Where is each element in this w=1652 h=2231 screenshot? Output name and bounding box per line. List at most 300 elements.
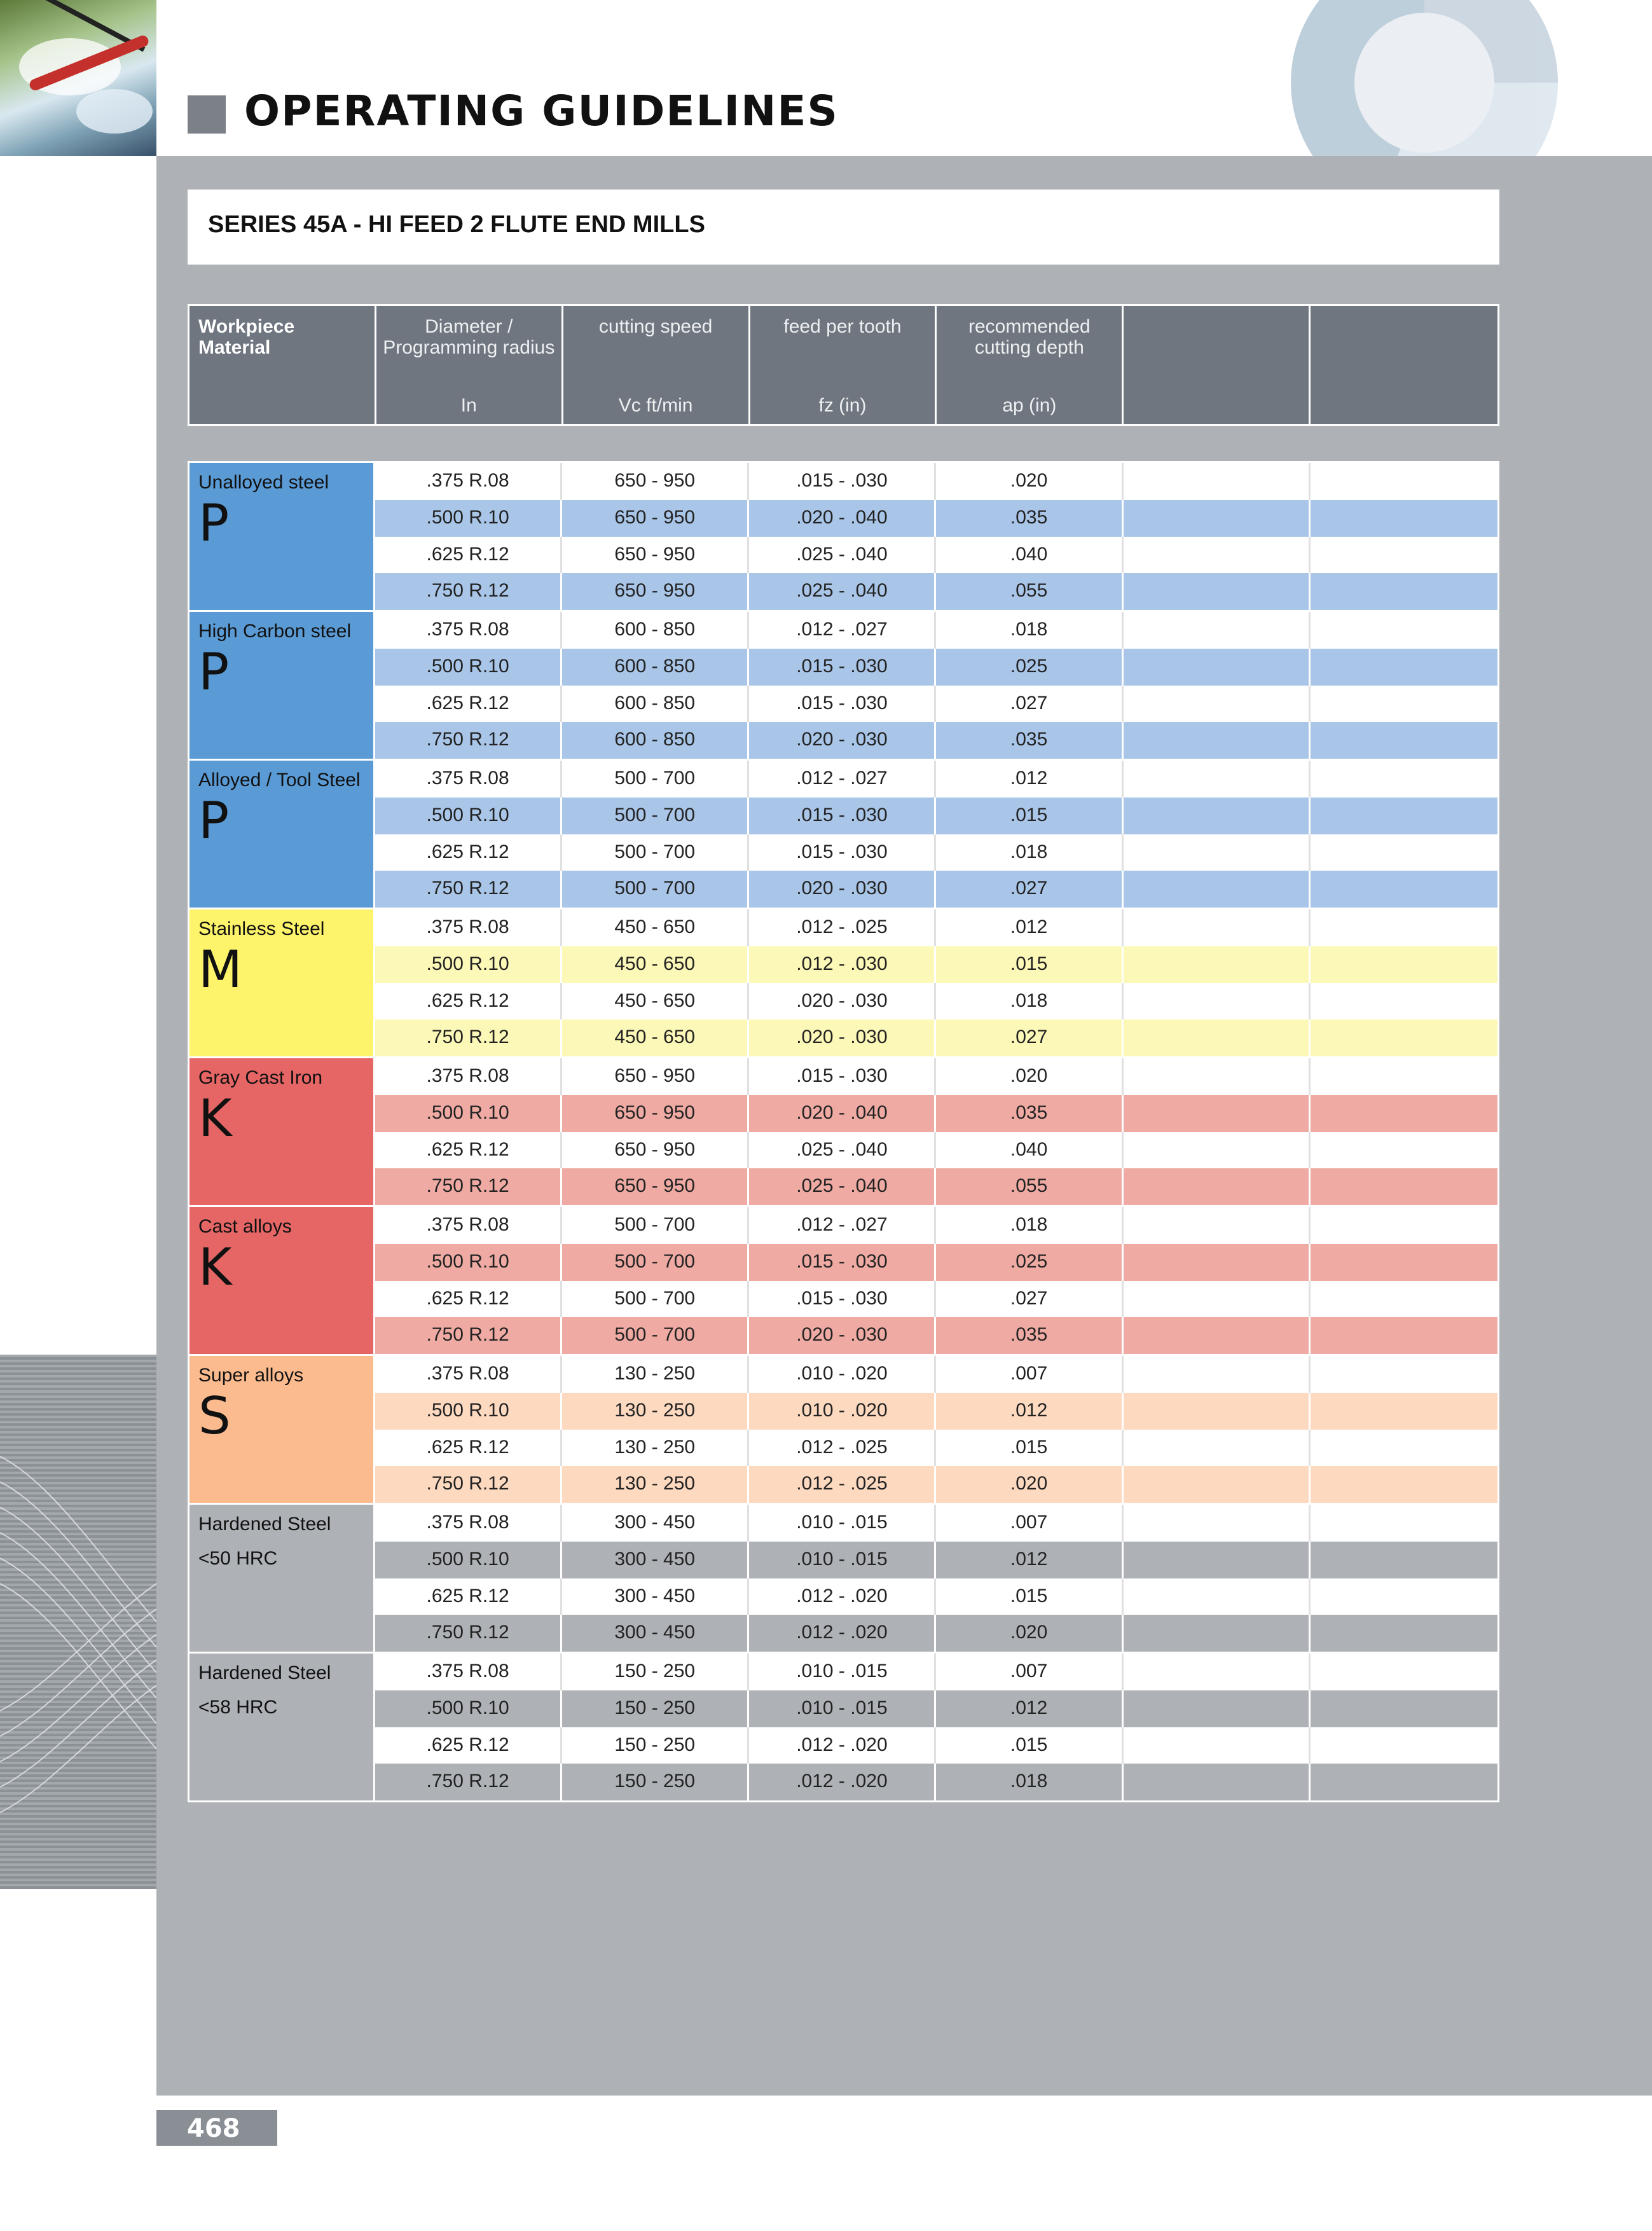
feed-cell: .020 - .030 bbox=[749, 1317, 936, 1354]
table-row bbox=[375, 1058, 1497, 1095]
material-group bbox=[189, 463, 1497, 612]
diameter-cell: .375 R.08 bbox=[375, 1058, 562, 1095]
cutting-speed-cell: 650 - 950 bbox=[562, 463, 749, 500]
empty-cell bbox=[1124, 1430, 1311, 1467]
depth-cell: .018 bbox=[936, 983, 1123, 1020]
table-row bbox=[375, 1019, 1497, 1056]
empty-cell bbox=[1124, 834, 1311, 871]
depth-cell: .012 bbox=[936, 909, 1123, 946]
cutting-speed-cell: 450 - 650 bbox=[562, 909, 749, 946]
diameter-cell: .500 R.10 bbox=[375, 500, 562, 537]
feed-cell: .020 - .030 bbox=[749, 871, 936, 908]
empty-cell bbox=[1124, 946, 1311, 983]
empty-cell bbox=[1124, 686, 1311, 722]
feed-cell: .015 - .030 bbox=[749, 686, 936, 722]
diameter-cell: .625 R.12 bbox=[375, 686, 562, 722]
feed-cell: .020 - .030 bbox=[749, 1019, 936, 1056]
wave-lines-graphic bbox=[0, 1355, 156, 1889]
diameter-cell: .375 R.08 bbox=[375, 1654, 562, 1690]
material-rows bbox=[375, 1058, 1497, 1205]
diameter-cell: .375 R.08 bbox=[375, 909, 562, 946]
empty-cell bbox=[1311, 761, 1497, 798]
header-empty-2 bbox=[1311, 306, 1497, 424]
feed-cell: .012 - .020 bbox=[749, 1727, 936, 1764]
feed-cell: .020 - .030 bbox=[749, 983, 936, 1020]
empty-cell bbox=[1124, 573, 1311, 610]
header-empty-1 bbox=[1124, 306, 1311, 424]
empty-cell bbox=[1124, 649, 1311, 686]
empty-cell bbox=[1124, 1019, 1311, 1056]
material-group bbox=[189, 1356, 1497, 1505]
empty-cell bbox=[1124, 1244, 1311, 1281]
page-number: 468 bbox=[187, 2114, 240, 2143]
empty-cell bbox=[1124, 983, 1311, 1020]
table-row bbox=[375, 573, 1497, 610]
empty-cell bbox=[1124, 1542, 1311, 1578]
header-feed-unit: fz (in) bbox=[818, 395, 867, 416]
material-rows bbox=[375, 612, 1497, 759]
diameter-cell: .375 R.08 bbox=[375, 463, 562, 500]
diameter-cell: .500 R.10 bbox=[375, 1095, 562, 1132]
cutting-speed-cell: 150 - 250 bbox=[562, 1764, 749, 1800]
cutting-speed-cell: 300 - 450 bbox=[562, 1615, 749, 1652]
table-header bbox=[188, 304, 1499, 426]
depth-cell: .012 bbox=[936, 1690, 1123, 1727]
feed-cell: .012 - .025 bbox=[749, 1466, 936, 1503]
depth-cell: .007 bbox=[936, 1505, 1123, 1542]
empty-cell bbox=[1124, 463, 1311, 500]
feed-cell: .015 - .030 bbox=[749, 649, 936, 686]
empty-cell bbox=[1311, 1281, 1497, 1318]
depth-cell: .020 bbox=[936, 1615, 1123, 1652]
iso-material-letter: M bbox=[198, 940, 243, 999]
depth-cell: .040 bbox=[936, 537, 1123, 574]
feed-cell: .015 - .030 bbox=[749, 1244, 936, 1281]
cutting-speed-cell: 600 - 850 bbox=[562, 686, 749, 722]
subtitle-box bbox=[188, 190, 1499, 265]
table-row bbox=[375, 1505, 1497, 1542]
hardness-label: <58 HRC bbox=[198, 1697, 278, 1718]
header-depth bbox=[937, 306, 1124, 424]
depth-cell: .035 bbox=[936, 1317, 1123, 1354]
iso-material-letter: S bbox=[198, 1386, 231, 1446]
feed-cell: .012 - .020 bbox=[749, 1615, 936, 1652]
diameter-cell: .500 R.10 bbox=[375, 1393, 562, 1430]
feed-cell: .010 - .015 bbox=[749, 1690, 936, 1727]
feed-cell: .025 - .040 bbox=[749, 537, 936, 574]
feed-cell: .025 - .040 bbox=[749, 1168, 936, 1205]
empty-cell bbox=[1124, 1058, 1311, 1095]
empty-cell bbox=[1311, 1430, 1497, 1467]
empty-cell bbox=[1124, 1356, 1311, 1393]
diameter-cell: .500 R.10 bbox=[375, 946, 562, 983]
cutting-speed-cell: 500 - 700 bbox=[562, 1207, 749, 1244]
depth-cell: .025 bbox=[936, 649, 1123, 686]
feed-cell: .020 - .030 bbox=[749, 722, 936, 759]
empty-cell bbox=[1124, 1654, 1311, 1690]
diameter-cell: .500 R.10 bbox=[375, 798, 562, 834]
table-row bbox=[375, 909, 1497, 946]
empty-cell bbox=[1311, 946, 1497, 983]
diameter-cell: .625 R.12 bbox=[375, 1727, 562, 1764]
diameter-cell: .750 R.12 bbox=[375, 1168, 562, 1205]
empty-cell bbox=[1124, 1393, 1311, 1430]
empty-cell bbox=[1124, 871, 1311, 908]
empty-cell bbox=[1311, 1578, 1497, 1615]
depth-cell: .015 bbox=[936, 1727, 1123, 1764]
material-group bbox=[189, 761, 1497, 909]
table-row bbox=[375, 649, 1497, 686]
material-label-cell bbox=[189, 1505, 375, 1652]
cutting-speed-cell: 650 - 950 bbox=[562, 1168, 749, 1205]
empty-cell bbox=[1311, 1615, 1497, 1652]
feed-cell: .015 - .030 bbox=[749, 834, 936, 871]
material-label-cell bbox=[189, 612, 375, 759]
empty-cell bbox=[1311, 1244, 1497, 1281]
table-row bbox=[375, 1356, 1497, 1393]
water-splash bbox=[76, 89, 153, 134]
depth-cell: .027 bbox=[936, 1019, 1123, 1056]
feed-cell: .012 - .030 bbox=[749, 946, 936, 983]
header-depth-label: recommended cutting depth bbox=[968, 316, 1091, 358]
diameter-cell: .375 R.08 bbox=[375, 1505, 562, 1542]
material-label-cell bbox=[189, 1654, 375, 1800]
empty-cell bbox=[1311, 834, 1497, 871]
depth-cell: .018 bbox=[936, 834, 1123, 871]
diameter-cell: .750 R.12 bbox=[375, 1019, 562, 1056]
material-rows bbox=[375, 1654, 1497, 1800]
cutting-speed-cell: 650 - 950 bbox=[562, 1132, 749, 1169]
depth-cell: .012 bbox=[936, 1542, 1123, 1578]
table-row bbox=[375, 463, 1497, 500]
empty-cell bbox=[1311, 500, 1497, 537]
feed-cell: .012 - .020 bbox=[749, 1764, 936, 1800]
table-row bbox=[375, 946, 1497, 983]
diameter-cell: .750 R.12 bbox=[375, 1764, 562, 1800]
page-title: OPERATING GUIDELINES bbox=[244, 86, 839, 135]
cutting-speed-cell: 130 - 250 bbox=[562, 1356, 749, 1393]
depth-cell: .007 bbox=[936, 1356, 1123, 1393]
material-name: Gray Cast Iron bbox=[198, 1067, 323, 1088]
empty-cell bbox=[1124, 909, 1311, 946]
empty-cell bbox=[1124, 1578, 1311, 1615]
feed-cell: .015 - .030 bbox=[749, 463, 936, 500]
depth-cell: .015 bbox=[936, 798, 1123, 834]
decorative-circle-inner bbox=[1354, 13, 1494, 153]
table-row bbox=[375, 1654, 1497, 1690]
empty-cell bbox=[1124, 500, 1311, 537]
empty-cell bbox=[1124, 1727, 1311, 1764]
iso-material-letter: P bbox=[198, 791, 230, 850]
cutting-speed-cell: 650 - 950 bbox=[562, 537, 749, 574]
depth-cell: .055 bbox=[936, 1168, 1123, 1205]
material-label-cell bbox=[189, 909, 375, 1056]
feed-cell: .012 - .025 bbox=[749, 909, 936, 946]
header-diameter-unit: In bbox=[460, 395, 477, 416]
table-row bbox=[375, 1393, 1497, 1430]
empty-cell bbox=[1311, 1764, 1497, 1800]
depth-cell: .035 bbox=[936, 1095, 1123, 1132]
material-name: Stainless Steel bbox=[198, 918, 325, 939]
empty-cell bbox=[1124, 1207, 1311, 1244]
empty-cell bbox=[1124, 1095, 1311, 1132]
feed-cell: .010 - .015 bbox=[749, 1505, 936, 1542]
cutting-speed-cell: 500 - 700 bbox=[562, 1244, 749, 1281]
depth-cell: .018 bbox=[936, 1207, 1123, 1244]
empty-cell bbox=[1124, 1466, 1311, 1503]
table-row bbox=[375, 1578, 1497, 1615]
diameter-cell: .625 R.12 bbox=[375, 834, 562, 871]
depth-cell: .055 bbox=[936, 573, 1123, 610]
feed-cell: .012 - .020 bbox=[749, 1578, 936, 1615]
empty-cell bbox=[1311, 722, 1497, 759]
empty-cell bbox=[1311, 1393, 1497, 1430]
depth-cell: .015 bbox=[936, 1430, 1123, 1467]
empty-cell bbox=[1311, 1542, 1497, 1578]
header-speed-unit: Vc ft/min bbox=[618, 395, 693, 416]
material-name: Super alloys bbox=[198, 1365, 304, 1386]
header-speed bbox=[563, 306, 750, 424]
diameter-cell: .500 R.10 bbox=[375, 1542, 562, 1578]
diameter-cell: .625 R.12 bbox=[375, 537, 562, 574]
depth-cell: .035 bbox=[936, 500, 1123, 537]
cutting-speed-cell: 300 - 450 bbox=[562, 1578, 749, 1615]
table-row bbox=[375, 1466, 1497, 1503]
material-rows bbox=[375, 463, 1497, 610]
feed-cell: .020 - .040 bbox=[749, 1095, 936, 1132]
empty-cell bbox=[1311, 537, 1497, 574]
feed-cell: .012 - .027 bbox=[749, 612, 936, 649]
feed-cell: .010 - .015 bbox=[749, 1542, 936, 1578]
table-row bbox=[375, 1690, 1497, 1727]
depth-cell: .007 bbox=[936, 1654, 1123, 1690]
header-workpiece-label: Workpiece Material bbox=[198, 316, 295, 358]
material-group bbox=[189, 612, 1497, 761]
empty-cell bbox=[1311, 1207, 1497, 1244]
diameter-cell: .625 R.12 bbox=[375, 1578, 562, 1615]
cutting-speed-cell: 650 - 950 bbox=[562, 500, 749, 537]
diameter-cell: .750 R.12 bbox=[375, 1615, 562, 1652]
cutting-speed-cell: 600 - 850 bbox=[562, 612, 749, 649]
depth-cell: .018 bbox=[936, 1764, 1123, 1800]
table-row bbox=[375, 500, 1497, 537]
table-row bbox=[375, 686, 1497, 722]
diameter-cell: .625 R.12 bbox=[375, 1132, 562, 1169]
table-row bbox=[375, 1132, 1497, 1169]
empty-cell bbox=[1311, 463, 1497, 500]
feed-cell: .015 - .030 bbox=[749, 798, 936, 834]
feed-cell: .012 - .025 bbox=[749, 1430, 936, 1467]
table-row bbox=[375, 1244, 1497, 1281]
cutting-speed-cell: 130 - 250 bbox=[562, 1393, 749, 1430]
cutting-speed-cell: 300 - 450 bbox=[562, 1505, 749, 1542]
empty-cell bbox=[1124, 1505, 1311, 1542]
empty-cell bbox=[1311, 686, 1497, 722]
empty-cell bbox=[1311, 798, 1497, 834]
cutting-speed-cell: 600 - 850 bbox=[562, 649, 749, 686]
header-diameter bbox=[376, 306, 563, 424]
material-group bbox=[189, 1654, 1497, 1800]
empty-cell bbox=[1311, 909, 1497, 946]
material-group bbox=[189, 1505, 1497, 1654]
depth-cell: .025 bbox=[936, 1244, 1123, 1281]
cutting-speed-cell: 450 - 650 bbox=[562, 946, 749, 983]
material-label-cell bbox=[189, 463, 375, 610]
feed-cell: .020 - .040 bbox=[749, 500, 936, 537]
depth-cell: .020 bbox=[936, 1466, 1123, 1503]
table-body bbox=[188, 461, 1499, 1802]
cutting-speed-cell: 500 - 700 bbox=[562, 834, 749, 871]
feed-cell: .010 - .015 bbox=[749, 1654, 936, 1690]
empty-cell bbox=[1124, 612, 1311, 649]
depth-cell: .020 bbox=[936, 1058, 1123, 1095]
cutting-speed-cell: 450 - 650 bbox=[562, 983, 749, 1020]
empty-cell bbox=[1124, 1317, 1311, 1354]
depth-cell: .020 bbox=[936, 463, 1123, 500]
empty-cell bbox=[1311, 1690, 1497, 1727]
header-diameter-label: Diameter / Programming radius bbox=[383, 316, 555, 358]
feed-cell: .025 - .040 bbox=[749, 1132, 936, 1169]
material-label-cell bbox=[189, 1356, 375, 1503]
table-row bbox=[375, 798, 1497, 834]
material-name: Hardened Steel bbox=[198, 1514, 331, 1535]
material-rows bbox=[375, 1207, 1497, 1354]
diameter-cell: .500 R.10 bbox=[375, 649, 562, 686]
table-row bbox=[375, 612, 1497, 649]
depth-cell: .027 bbox=[936, 871, 1123, 908]
material-label-cell bbox=[189, 1207, 375, 1354]
cutting-speed-cell: 150 - 250 bbox=[562, 1727, 749, 1764]
cutting-speed-cell: 500 - 700 bbox=[562, 1317, 749, 1354]
material-rows bbox=[375, 1356, 1497, 1503]
header-workpiece bbox=[189, 306, 376, 424]
material-name: High Carbon steel bbox=[198, 621, 352, 642]
kayak-photo bbox=[0, 0, 156, 156]
diameter-cell: .375 R.08 bbox=[375, 761, 562, 798]
header-speed-label: cutting speed bbox=[598, 316, 713, 337]
page-number-box bbox=[156, 2110, 277, 2146]
material-name: Unalloyed steel bbox=[198, 472, 329, 493]
depth-cell: .012 bbox=[936, 1393, 1123, 1430]
cutting-speed-cell: 650 - 950 bbox=[562, 1058, 749, 1095]
empty-cell bbox=[1311, 1505, 1497, 1542]
diameter-cell: .750 R.12 bbox=[375, 1317, 562, 1354]
empty-cell bbox=[1311, 573, 1497, 610]
empty-cell bbox=[1311, 1095, 1497, 1132]
empty-cell bbox=[1311, 1168, 1497, 1205]
empty-cell bbox=[1311, 1019, 1497, 1056]
cutting-speed-cell: 500 - 700 bbox=[562, 871, 749, 908]
empty-cell bbox=[1311, 1654, 1497, 1690]
cutting-speed-cell: 130 - 250 bbox=[562, 1430, 749, 1467]
empty-cell bbox=[1311, 983, 1497, 1020]
series-subtitle: SERIES 45A - HI FEED 2 FLUTE END MILLS bbox=[208, 211, 705, 238]
table-row bbox=[375, 1168, 1497, 1205]
table-row bbox=[375, 1615, 1497, 1652]
cutting-speed-cell: 150 - 250 bbox=[562, 1654, 749, 1690]
iso-material-letter: K bbox=[198, 1089, 232, 1148]
empty-cell bbox=[1124, 761, 1311, 798]
feed-cell: .012 - .027 bbox=[749, 761, 936, 798]
depth-cell: .012 bbox=[936, 761, 1123, 798]
diameter-cell: .750 R.12 bbox=[375, 573, 562, 610]
cutting-speed-cell: 130 - 250 bbox=[562, 1466, 749, 1503]
material-name: Alloyed / Tool Steel bbox=[198, 770, 361, 791]
depth-cell: .018 bbox=[936, 612, 1123, 649]
cutting-speed-cell: 650 - 950 bbox=[562, 573, 749, 610]
empty-cell bbox=[1124, 1690, 1311, 1727]
cutting-speed-cell: 500 - 700 bbox=[562, 1281, 749, 1318]
empty-cell bbox=[1124, 537, 1311, 574]
material-label-cell bbox=[189, 1058, 375, 1205]
empty-cell bbox=[1311, 871, 1497, 908]
empty-cell bbox=[1124, 1168, 1311, 1205]
header-feed bbox=[750, 306, 937, 424]
depth-cell: .015 bbox=[936, 1578, 1123, 1615]
material-rows bbox=[375, 1505, 1497, 1652]
iso-material-letter: P bbox=[198, 642, 230, 701]
diameter-cell: .500 R.10 bbox=[375, 1244, 562, 1281]
empty-cell bbox=[1124, 1764, 1311, 1800]
table-row bbox=[375, 1542, 1497, 1578]
diameter-cell: .375 R.08 bbox=[375, 612, 562, 649]
iso-material-letter: K bbox=[198, 1238, 232, 1297]
empty-cell bbox=[1311, 1727, 1497, 1764]
table-row bbox=[375, 537, 1497, 574]
table-row bbox=[375, 871, 1497, 908]
depth-cell: .040 bbox=[936, 1132, 1123, 1169]
empty-cell bbox=[1311, 649, 1497, 686]
table-row bbox=[375, 1281, 1497, 1318]
diameter-cell: .375 R.08 bbox=[375, 1207, 562, 1244]
cutting-speed-cell: 500 - 700 bbox=[562, 798, 749, 834]
table-row bbox=[375, 761, 1497, 798]
feed-cell: .025 - .040 bbox=[749, 573, 936, 610]
feed-cell: .015 - .030 bbox=[749, 1058, 936, 1095]
feed-cell: .012 - .027 bbox=[749, 1207, 936, 1244]
hardness-label: <50 HRC bbox=[198, 1548, 278, 1569]
material-group bbox=[189, 909, 1497, 1058]
feed-cell: .015 - .030 bbox=[749, 1281, 936, 1318]
table-row bbox=[375, 1207, 1497, 1244]
diameter-cell: .375 R.08 bbox=[375, 1356, 562, 1393]
depth-cell: .027 bbox=[936, 1281, 1123, 1318]
empty-cell bbox=[1311, 1132, 1497, 1169]
depth-cell: .027 bbox=[936, 686, 1123, 722]
empty-cell bbox=[1311, 612, 1497, 649]
diameter-cell: .750 R.12 bbox=[375, 722, 562, 759]
material-label-cell bbox=[189, 761, 375, 908]
empty-cell bbox=[1311, 1356, 1497, 1393]
table-row bbox=[375, 1727, 1497, 1764]
material-rows bbox=[375, 761, 1497, 908]
empty-cell bbox=[1124, 1281, 1311, 1318]
empty-cell bbox=[1124, 1132, 1311, 1169]
cutting-speed-cell: 300 - 450 bbox=[562, 1542, 749, 1578]
feed-cell: .010 - .020 bbox=[749, 1356, 936, 1393]
table-row bbox=[375, 1095, 1497, 1132]
diameter-cell: .625 R.12 bbox=[375, 1281, 562, 1318]
cutting-speed-cell: 500 - 700 bbox=[562, 761, 749, 798]
empty-cell bbox=[1311, 1317, 1497, 1354]
depth-cell: .015 bbox=[936, 946, 1123, 983]
empty-cell bbox=[1124, 1615, 1311, 1652]
material-name: Hardened Steel bbox=[198, 1662, 331, 1683]
table-row bbox=[375, 1317, 1497, 1354]
header-feed-label: feed per tooth bbox=[783, 316, 902, 337]
table-row bbox=[375, 1764, 1497, 1800]
empty-cell bbox=[1311, 1058, 1497, 1095]
